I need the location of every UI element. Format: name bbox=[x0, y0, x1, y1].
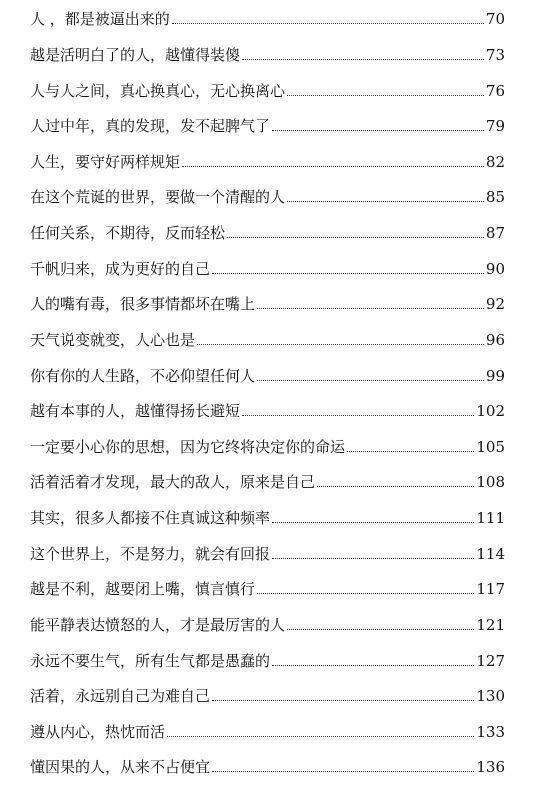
toc-entry[interactable] bbox=[30, 575, 505, 599]
toc-entry[interactable] bbox=[30, 682, 505, 706]
toc-entry-page: 87 bbox=[485, 224, 505, 242]
toc-entry[interactable] bbox=[30, 647, 505, 671]
toc-entry-title: 越是不利，越要闭上嘴，慎言慎行 bbox=[30, 580, 256, 598]
toc-entry[interactable] bbox=[30, 290, 505, 314]
dot-leader bbox=[182, 166, 484, 167]
toc-entry-title: 活着活着才发现，最大的敌人，原来是自己 bbox=[30, 473, 316, 491]
dot-leader bbox=[272, 522, 474, 523]
toc-entry-page: 114 bbox=[476, 545, 505, 563]
dot-leader bbox=[212, 273, 484, 274]
toc-entry[interactable] bbox=[30, 219, 505, 243]
toc-entry-page: 130 bbox=[476, 687, 505, 705]
toc-entry-page: 76 bbox=[485, 82, 505, 100]
dot-leader bbox=[272, 558, 474, 559]
toc-entry[interactable] bbox=[30, 540, 505, 564]
toc-entry-title: 越是活明白了的人，越懂得装傻 bbox=[30, 46, 241, 64]
toc-entry-title: 人生，要守好两样规矩 bbox=[30, 153, 181, 171]
dot-leader bbox=[257, 308, 484, 309]
toc-entry-page: 127 bbox=[476, 652, 505, 670]
toc-entry[interactable] bbox=[30, 468, 505, 492]
toc-entry-page: 96 bbox=[485, 331, 505, 349]
toc-entry[interactable] bbox=[30, 255, 505, 279]
toc-entry-title: 你有你的人生路，不必仰望任何人 bbox=[30, 367, 256, 385]
toc-entry[interactable] bbox=[30, 112, 505, 136]
toc-entry-page: 92 bbox=[485, 295, 505, 313]
dot-leader bbox=[257, 380, 484, 381]
dot-leader bbox=[212, 771, 474, 772]
toc-entry-page: 70 bbox=[485, 10, 505, 28]
toc-entry-page: 136 bbox=[476, 758, 505, 776]
toc-entry-title: 一定要小心你的思想，因为它终将决定你的命运 bbox=[30, 438, 346, 456]
dot-leader bbox=[287, 201, 484, 202]
dot-leader bbox=[317, 486, 474, 487]
toc-entry-page: 111 bbox=[476, 509, 505, 527]
toc-entry-title: 人 ，都是被逼出来的 bbox=[30, 10, 170, 28]
toc-entry[interactable] bbox=[30, 753, 505, 777]
toc-entry-title: 越有本事的人，越懂得扬长避短 bbox=[30, 402, 241, 420]
toc-entry-page: 105 bbox=[476, 438, 505, 456]
toc-entry-title: 人过中年，真的发现，发不起脾气了 bbox=[30, 117, 271, 135]
toc-entry[interactable] bbox=[30, 362, 505, 386]
dot-leader bbox=[287, 629, 474, 630]
toc-entry[interactable] bbox=[30, 718, 505, 742]
toc-entry[interactable] bbox=[30, 5, 505, 29]
toc-entry-page: 73 bbox=[485, 46, 505, 64]
dot-leader bbox=[272, 130, 484, 131]
dot-leader bbox=[227, 237, 484, 238]
toc-entry[interactable] bbox=[30, 611, 505, 635]
dot-leader bbox=[212, 700, 474, 701]
toc-entry-title: 人的嘴有毒，很多事情都坏在嘴上 bbox=[30, 295, 256, 313]
toc-entry[interactable] bbox=[30, 77, 505, 101]
toc-entry-title: 懂因果的人，从来不占便宜 bbox=[30, 758, 211, 776]
toc-entry-title: 这个世界上，不是努力，就会有回报 bbox=[30, 545, 271, 563]
toc-entry[interactable] bbox=[30, 397, 505, 421]
dot-leader bbox=[242, 59, 484, 60]
toc-entry-title: 能平静表达愤怒的人，才是最厉害的人 bbox=[30, 616, 286, 634]
toc-entry-page: 108 bbox=[476, 473, 505, 491]
toc-entry-page: 121 bbox=[476, 616, 505, 634]
toc-entry-page: 79 bbox=[485, 117, 505, 135]
toc-entry-page: 90 bbox=[485, 260, 505, 278]
toc-entry-title: 在这个荒诞的世界，要做一个清醒的人 bbox=[30, 188, 286, 206]
dot-leader bbox=[347, 451, 474, 452]
toc-entry-title: 人与人之间，真心换真心，无心换离心 bbox=[30, 82, 286, 100]
toc-entry-page: 133 bbox=[476, 723, 505, 741]
dot-leader bbox=[242, 415, 474, 416]
toc-entry[interactable] bbox=[30, 148, 505, 172]
toc-entry[interactable] bbox=[30, 183, 505, 207]
toc-entry-title: 任何关系，不期待，反而轻松 bbox=[30, 224, 226, 242]
toc-entry-page: 85 bbox=[485, 188, 505, 206]
dot-leader bbox=[287, 95, 484, 96]
dot-leader bbox=[272, 665, 474, 666]
toc-entry-title: 遵从内心，热忱而活 bbox=[30, 723, 166, 741]
toc-entry[interactable] bbox=[30, 326, 505, 350]
dot-leader bbox=[172, 23, 484, 24]
toc-entry-title: 永远不要生气，所有生气都是愚蠢的 bbox=[30, 652, 271, 670]
toc-entry[interactable] bbox=[30, 433, 505, 457]
toc-entry-page: 82 bbox=[485, 153, 505, 171]
toc-entry-title: 千帆归来，成为更好的自己 bbox=[30, 260, 211, 278]
dot-leader bbox=[197, 344, 484, 345]
toc-entry-page: 99 bbox=[485, 367, 505, 385]
toc-entry-page: 102 bbox=[476, 402, 505, 420]
toc-entry-title: 其实，很多人都接不住真诚这种频率 bbox=[30, 509, 271, 527]
toc-entry-page: 117 bbox=[476, 580, 505, 598]
toc-entry[interactable] bbox=[30, 41, 505, 65]
toc-entry-title: 活着，永远别自己为难自己 bbox=[30, 687, 211, 705]
dot-leader bbox=[257, 593, 474, 594]
dot-leader bbox=[167, 736, 474, 737]
toc-entry-title: 天气说变就变，人心也是 bbox=[30, 331, 196, 349]
toc-entry[interactable] bbox=[30, 504, 505, 528]
